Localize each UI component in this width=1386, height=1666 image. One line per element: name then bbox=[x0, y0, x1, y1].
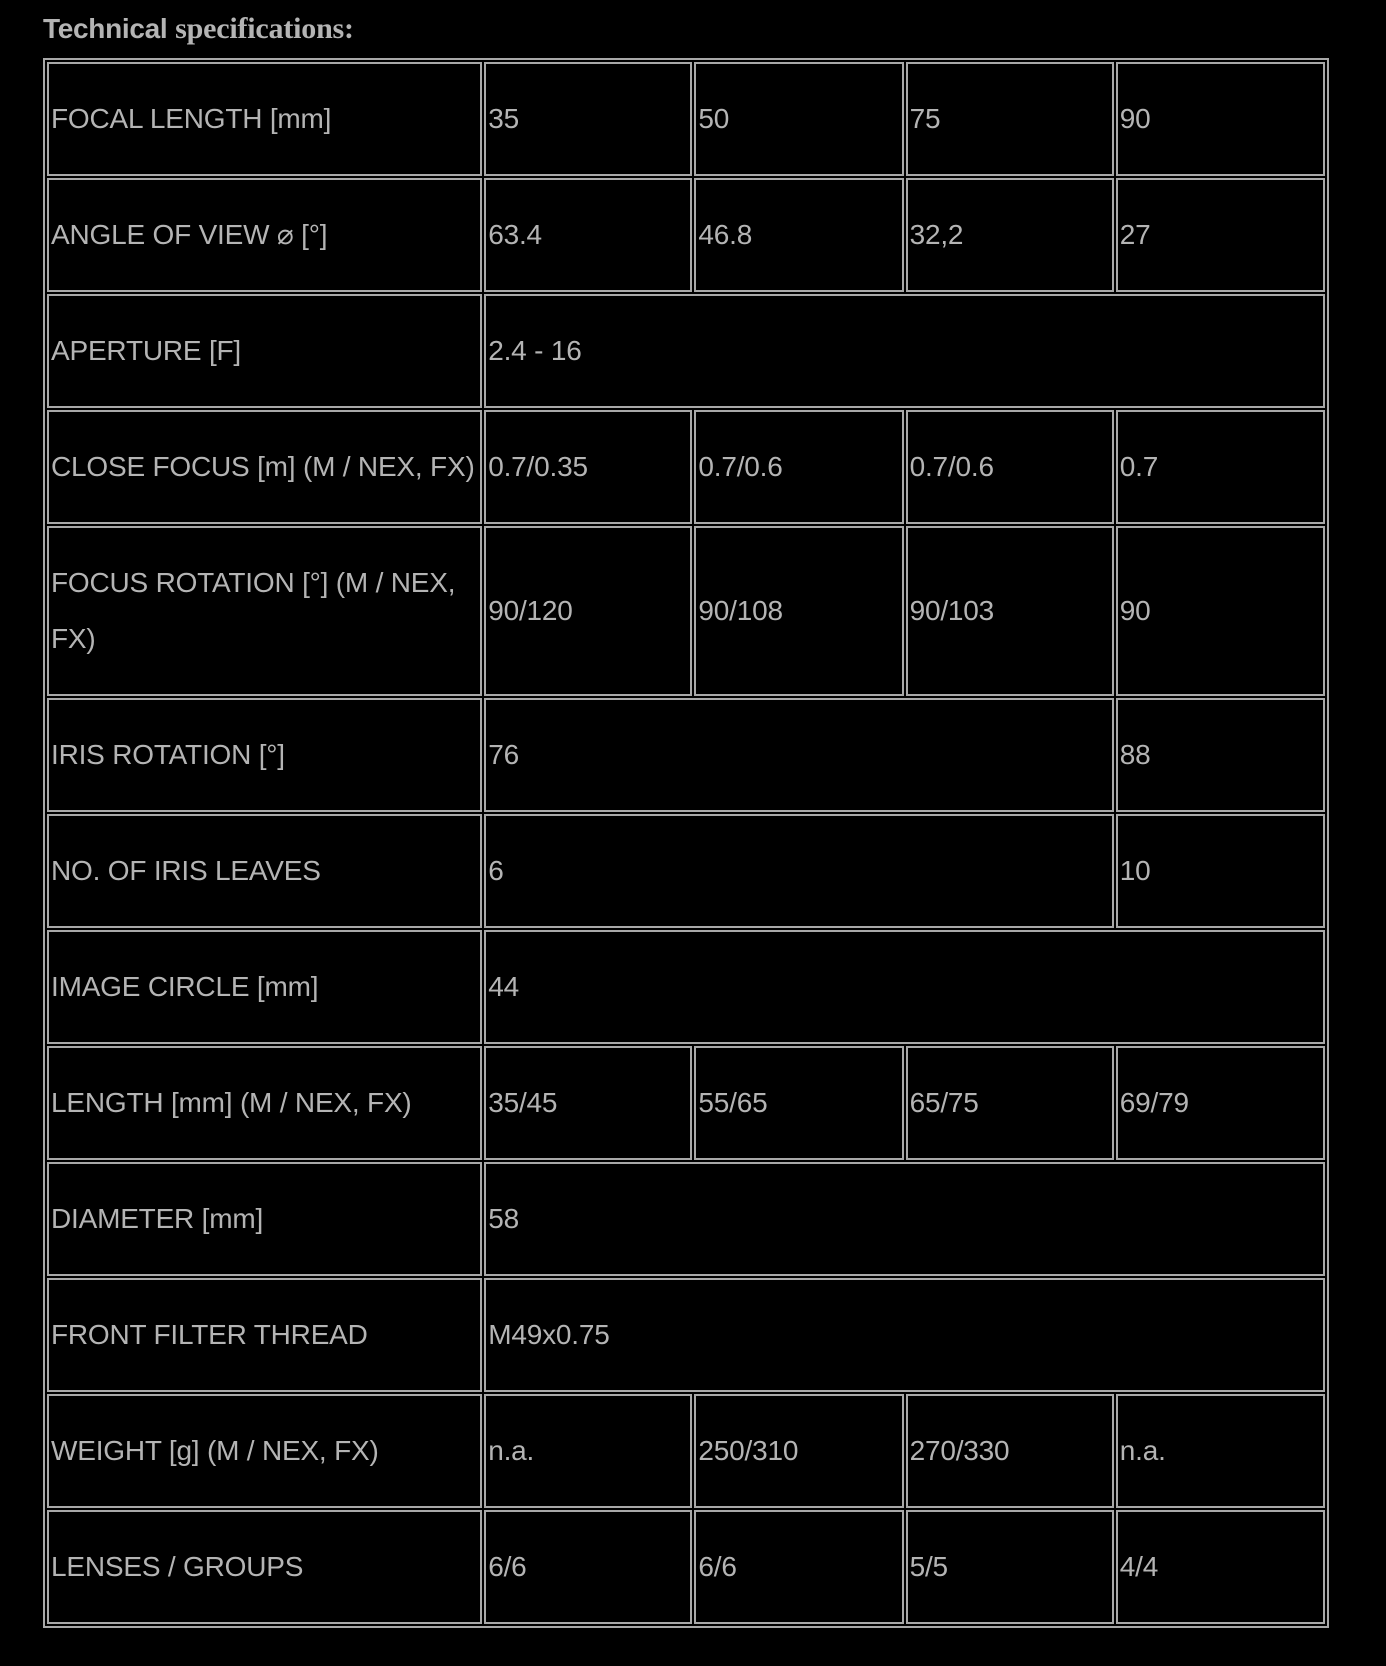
spec-value: 75 bbox=[906, 62, 1114, 176]
spec-value: 35/45 bbox=[484, 1046, 692, 1160]
spec-value: 90/103 bbox=[906, 526, 1114, 696]
spec-value: 0.7/0.6 bbox=[906, 410, 1114, 524]
table-row-focal-length bbox=[47, 62, 1325, 176]
spec-label: LENSES / GROUPS bbox=[47, 1510, 482, 1624]
table-row-length bbox=[47, 1046, 1325, 1160]
spec-label: ANGLE OF VIEW ⌀ [°] bbox=[47, 178, 482, 292]
spec-label: LENGTH [mm] (M / NEX, FX) bbox=[47, 1046, 482, 1160]
spec-value: 63.4 bbox=[484, 178, 692, 292]
spec-value: 32,2 bbox=[906, 178, 1114, 292]
spec-value: 50 bbox=[694, 62, 903, 176]
table-row-weight bbox=[47, 1394, 1325, 1508]
spec-value: 270/330 bbox=[906, 1394, 1114, 1508]
spec-value: 55/65 bbox=[694, 1046, 903, 1160]
spec-value: 0.7/0.35 bbox=[484, 410, 692, 524]
heading-word-specifications: specifications: bbox=[175, 12, 354, 45]
spec-value: 10 bbox=[1116, 814, 1325, 928]
spec-label: FOCAL LENGTH [mm] bbox=[47, 62, 482, 176]
spec-value: 5/5 bbox=[906, 1510, 1114, 1624]
spec-label: NO. OF IRIS LEAVES bbox=[47, 814, 482, 928]
spec-label: FOCUS ROTATION [°] (M / NEX, FX) bbox=[47, 526, 482, 696]
page-heading bbox=[43, 12, 354, 46]
spec-value: 90/120 bbox=[484, 526, 692, 696]
spec-value: M49x0.75 bbox=[484, 1278, 1325, 1392]
spec-label: DIAMETER [mm] bbox=[47, 1162, 482, 1276]
spec-value: 0.7/0.6 bbox=[694, 410, 903, 524]
spec-value: 250/310 bbox=[694, 1394, 903, 1508]
spec-value: 90 bbox=[1116, 526, 1325, 696]
table-row-front-filter-thread bbox=[47, 1278, 1325, 1392]
spec-value: 65/75 bbox=[906, 1046, 1114, 1160]
specs-table bbox=[43, 58, 1329, 1628]
spec-value: 6/6 bbox=[484, 1510, 692, 1624]
spec-value: 44 bbox=[484, 930, 1325, 1044]
spec-value: 35 bbox=[484, 62, 692, 176]
spec-value: 0.7 bbox=[1116, 410, 1325, 524]
heading-word-technical: Technical bbox=[43, 13, 168, 44]
spec-value: 2.4 - 16 bbox=[484, 294, 1325, 408]
spec-value: 46.8 bbox=[694, 178, 903, 292]
spec-label: APERTURE [F] bbox=[47, 294, 482, 408]
spec-value: 90 bbox=[1116, 62, 1325, 176]
table-row-angle-of-view bbox=[47, 178, 1325, 292]
spec-value: 69/79 bbox=[1116, 1046, 1325, 1160]
spec-value: 6/6 bbox=[694, 1510, 903, 1624]
spec-value: 88 bbox=[1116, 698, 1325, 812]
spec-value: 90/108 bbox=[694, 526, 903, 696]
table-row-iris-rotation bbox=[47, 698, 1325, 812]
spec-value: 6 bbox=[484, 814, 1114, 928]
spec-label: CLOSE FOCUS [m] (M / NEX, FX) bbox=[47, 410, 482, 524]
table-row-iris-leaves bbox=[47, 814, 1325, 928]
spec-value: n.a. bbox=[1116, 1394, 1325, 1508]
table-row-image-circle bbox=[47, 930, 1325, 1044]
spec-value: 27 bbox=[1116, 178, 1325, 292]
spec-value: 58 bbox=[484, 1162, 1325, 1276]
spec-value: n.a. bbox=[484, 1394, 692, 1508]
table-row-close-focus bbox=[47, 410, 1325, 524]
table-row-diameter bbox=[47, 1162, 1325, 1276]
spec-value: 4/4 bbox=[1116, 1510, 1325, 1624]
table-row-focus-rotation bbox=[47, 526, 1325, 696]
spec-label: IRIS ROTATION [°] bbox=[47, 698, 482, 812]
table-row-aperture bbox=[47, 294, 1325, 408]
table-row-lenses-groups bbox=[47, 1510, 1325, 1624]
spec-label: WEIGHT [g] (M / NEX, FX) bbox=[47, 1394, 482, 1508]
spec-value: 76 bbox=[484, 698, 1114, 812]
spec-label: FRONT FILTER THREAD bbox=[47, 1278, 482, 1392]
spec-label: IMAGE CIRCLE [mm] bbox=[47, 930, 482, 1044]
